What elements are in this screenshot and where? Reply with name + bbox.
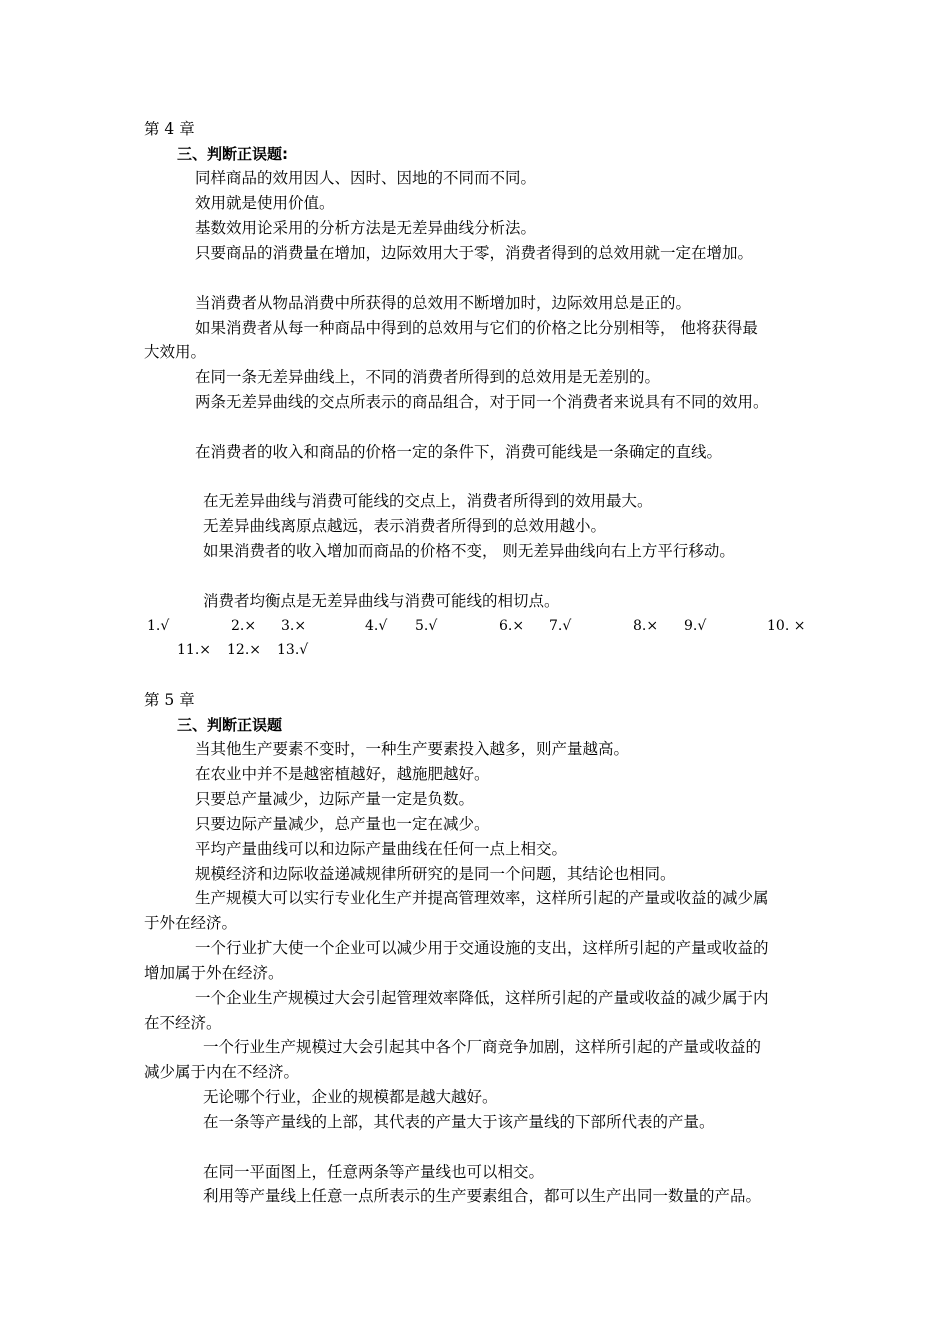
answer-mark: 9.√ [684,618,707,634]
ch5-statement: 当其他生产要素不变时，一种生产要素投入越多，则产量越高。 [195,740,630,758]
ch5-statement: 在一条等产量线的上部，其代表的产量大于该产量线的下部所代表的产量。 [203,1113,715,1131]
ch4-statement: 基数效用论采用的分析方法是无差异曲线分析法。 [195,219,537,237]
ch4-statement: 同样商品的效用因人、因时、因地的不同而不同。 [195,169,537,187]
ch4-statement-continued: 大效用。 [144,343,207,361]
ch4-statement: 只要商品的消费量在增加，边际效用大于零，消费者得到的总效用就一定在增加。 [195,244,754,262]
ch4-statement: 无差异曲线离原点越远，表示消费者所得到的总效用越小。 [203,517,607,535]
answer-mark: 1.√ [147,618,170,634]
ch4-statement: 当消费者从物品消费中所获得的总效用不断增加时，边际效用总是正的。 [195,294,692,312]
ch5-statement: 在农业中并不是越密植越好，越施肥越好。 [195,765,490,783]
answer-mark: 2.× [231,618,257,634]
answer-mark: 12.× [227,642,261,658]
chapter-5-section-heading: 三、判断正误题 [177,716,283,734]
answer-mark: 10. × [767,618,806,634]
chapter-4-title: 第 4 章 [144,120,195,138]
answer-mark: 13.√ [277,642,309,658]
ch4-statement: 在无差异曲线与消费可能线的交点上，消费者所得到的效用最大。 [203,492,653,510]
ch5-statement: 在同一平面图上，任意两条等产量线也可以相交。 [203,1163,545,1181]
answer-mark: 4.√ [365,618,388,634]
ch5-statement: 平均产量曲线可以和边际产量曲线在任何一点上相交。 [195,840,568,858]
ch5-statement: 规模经济和边际收益递减规律所研究的是同一个问题，其结论也相同。 [195,865,676,883]
ch5-statement: 无论哪个行业，企业的规模都是越大越好。 [203,1088,498,1106]
ch5-statement-continued: 减少属于内在不经济。 [144,1063,300,1081]
ch4-statement: 如果消费者从每一种商品中得到的总效用与它们的价格之比分别相等， 他将获得最 [195,319,758,337]
answer-mark: 5.√ [415,618,438,634]
ch5-statement: 利用等产量线上任意一点所表示的生产要素组合，都可以生产出同一数量的产品。 [203,1187,762,1205]
chapter-4-section-heading: 三、判断正误题: [177,145,288,163]
ch5-statement: 只要总产量减少，边际产量一定是负数。 [195,790,475,808]
ch4-statement: 如果消费者的收入增加而商品的价格不变， 则无差异曲线向右上方平行移动。 [203,542,735,560]
chapter-5-title: 第 5 章 [144,691,195,709]
ch5-statement: 只要边际产量减少，总产量也一定在减少。 [195,815,490,833]
ch5-statement: 生产规模大可以实行专业化生产并提高管理效率，这样所引起的产量或收益的减少属 [195,889,769,907]
ch4-statement: 消费者均衡点是无差异曲线与消费可能线的相切点。 [203,592,560,610]
ch4-statement: 在消费者的收入和商品的价格一定的条件下，消费可能线是一条确定的直线。 [195,443,723,461]
ch4-statement: 两条无差异曲线的交点所表示的商品组合，对于同一个消费者来说具有不同的效用。 [195,393,769,411]
answer-mark: 8.× [633,618,659,634]
ch5-statement-continued: 在不经济。 [144,1014,222,1032]
answer-mark: 7.√ [549,618,572,634]
ch4-statement: 效用就是使用价值。 [195,194,335,212]
ch5-statement-continued: 于外在经济。 [144,914,238,932]
answer-mark: 3.× [281,618,307,634]
ch5-statement-continued: 增加属于外在经济。 [144,964,284,982]
ch4-statement: 在同一条无差异曲线上，不同的消费者所得到的总效用是无差别的。 [195,368,661,386]
ch5-statement: 一个行业生产规模过大会引起其中各个厂商竞争加剧，这样所引起的产量或收益的 [203,1038,762,1056]
ch5-statement: 一个企业生产规模过大会引起管理效率降低，这样所引起的产量或收益的减少属于内 [195,989,769,1007]
ch5-statement: 一个行业扩大使一个企业可以减少用于交通设施的支出，这样所引起的产量或收益的 [195,939,769,957]
answer-mark: 6.× [499,618,525,634]
answer-mark: 11.× [177,642,211,658]
